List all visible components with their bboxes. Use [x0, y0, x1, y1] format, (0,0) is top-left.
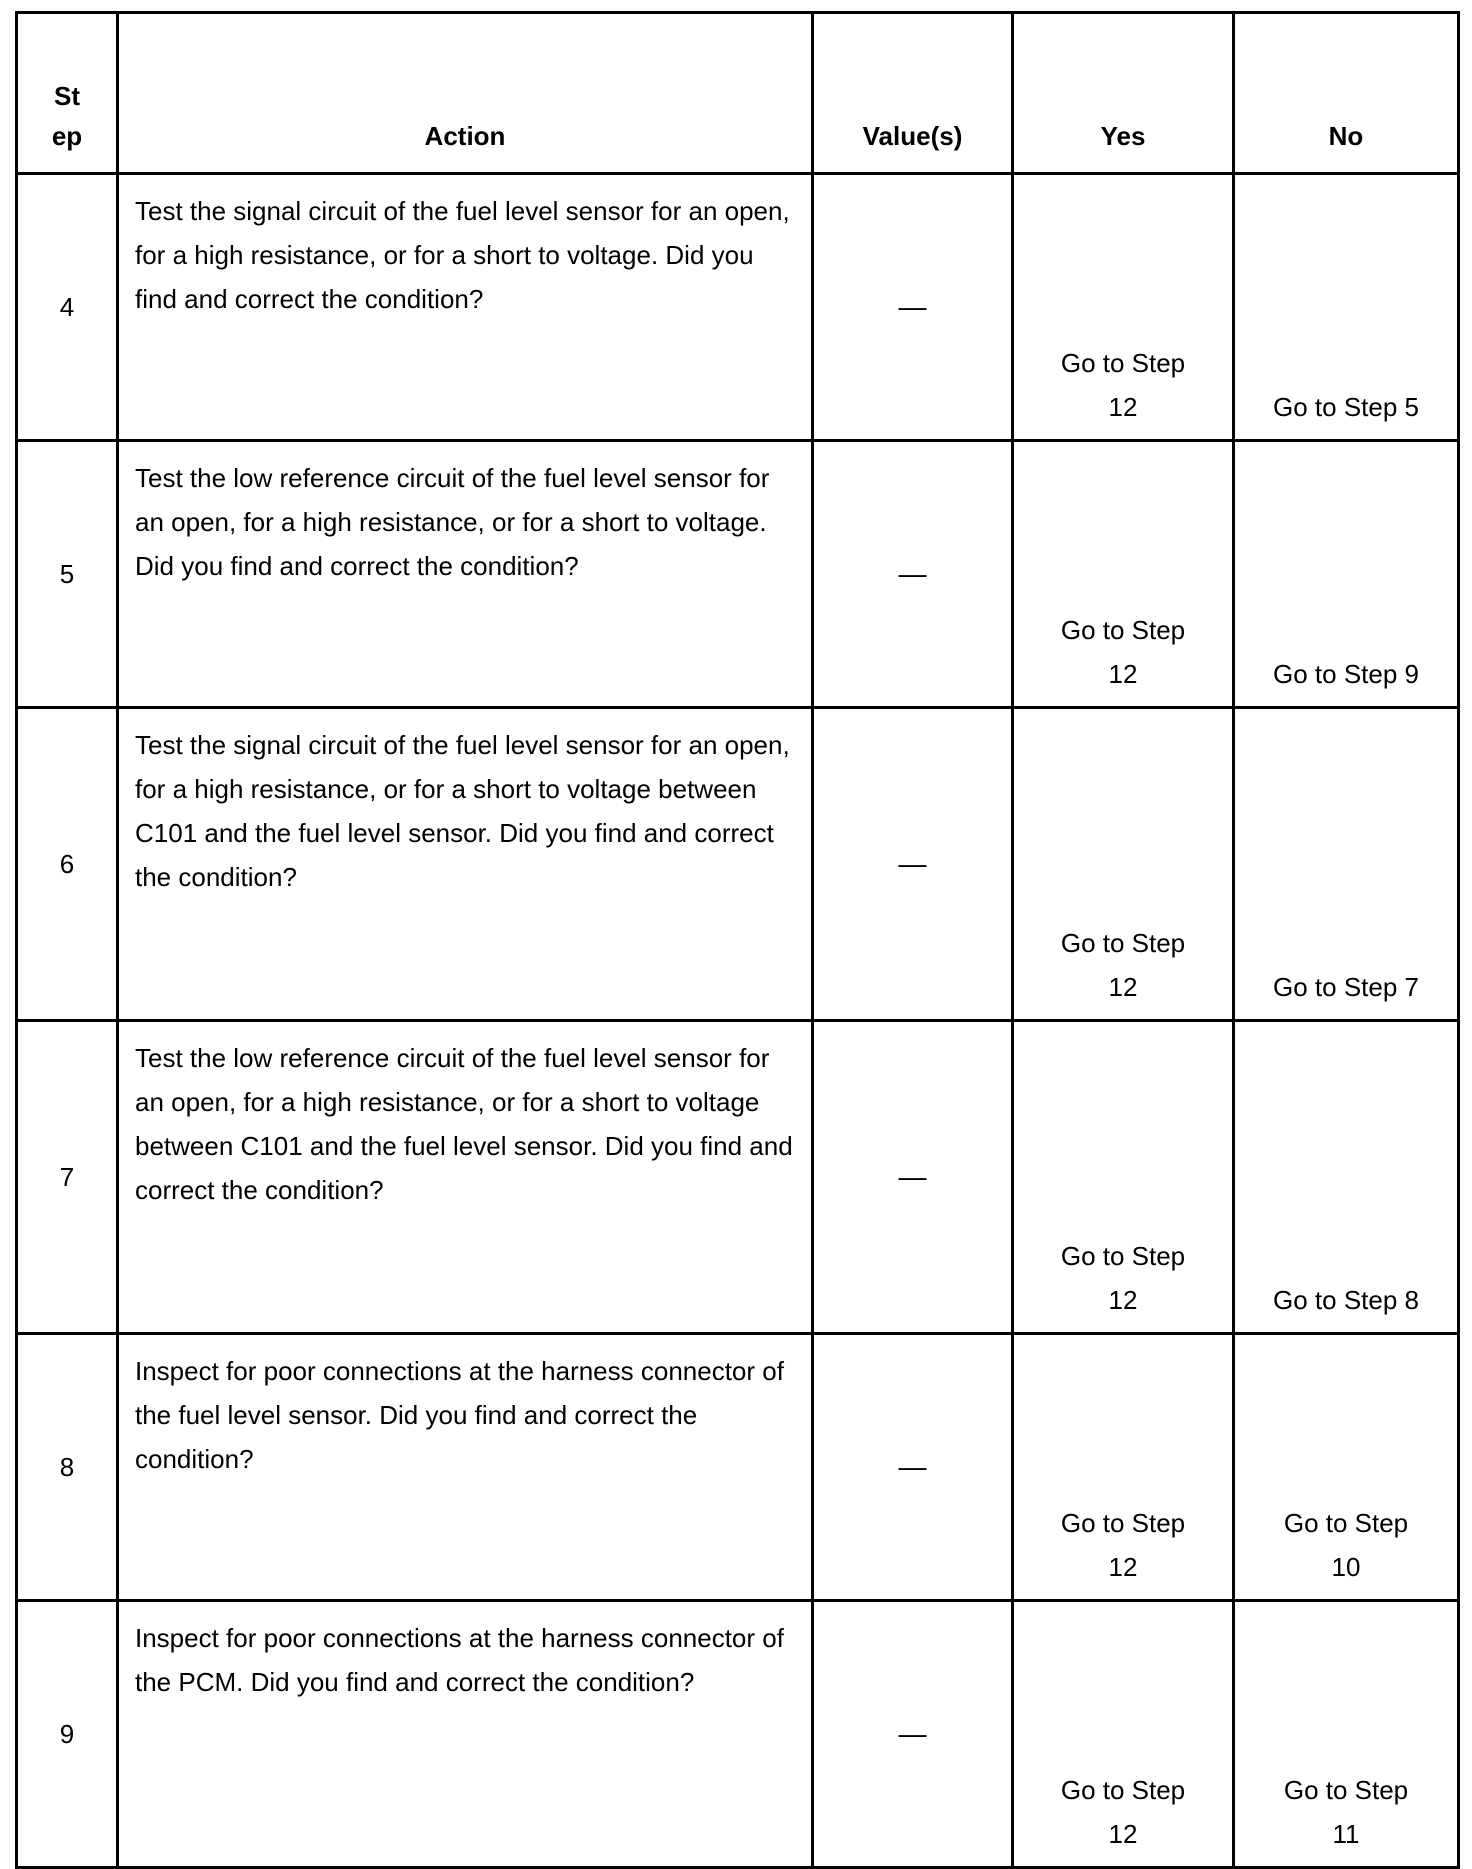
no-cell: Go to Step 5	[1234, 174, 1459, 441]
yes-cell: Go to Step 12	[1013, 1601, 1234, 1868]
table-row	[17, 1334, 1459, 1601]
action-text: Test the low reference circuit of the fuel level sensor for an open, for a high resistance, or for a short to voltage between C101 and the fuel level sensor. Did you find and correct the condition?	[118, 1021, 813, 1334]
yes-cell: Go to Step 12	[1013, 708, 1234, 1021]
no-cell: Go to Step 8	[1234, 1021, 1459, 1334]
step-number: 5	[17, 441, 118, 708]
header-yes: Yes	[1013, 13, 1234, 174]
action-text: Test the signal circuit of the fuel level sensor for an open, for a high resistance, or for a short to voltage between C101 and the fuel level sensor. Did you find and correct the condition?	[118, 708, 813, 1021]
header-no: No	[1234, 13, 1459, 174]
step-number: 7	[17, 1021, 118, 1334]
table-row	[17, 1021, 1459, 1334]
action-text: Test the signal circuit of the fuel level sensor for an open, for a high resistance, or for a short to voltage. Did you find and correct the condition?	[118, 174, 813, 441]
step-number: 9	[17, 1601, 118, 1868]
table-row	[17, 708, 1459, 1021]
value-cell: —	[813, 1334, 1013, 1601]
yes-cell: Go to Step 12	[1013, 1334, 1234, 1601]
table-row	[17, 441, 1459, 708]
step-number: 4	[17, 174, 118, 441]
no-cell: Go to Step 11	[1234, 1601, 1459, 1868]
value-cell: —	[813, 441, 1013, 708]
table-row	[17, 1601, 1459, 1868]
action-text: Test the low reference circuit of the fuel level sensor for an open, for a high resistance, or for a short to voltage. Did you find and correct the condition?	[118, 441, 813, 708]
header-step: St ep	[17, 13, 118, 174]
value-cell: —	[813, 1021, 1013, 1334]
no-cell: Go to Step 9	[1234, 441, 1459, 708]
action-text: Inspect for poor connections at the harness connector of the PCM. Did you find and correct the condition?	[118, 1601, 813, 1868]
yes-cell: Go to Step 12	[1013, 174, 1234, 441]
value-cell: —	[813, 708, 1013, 1021]
header-row	[17, 13, 1459, 174]
header-action: Action	[118, 13, 813, 174]
value-cell: —	[813, 174, 1013, 441]
step-number: 6	[17, 708, 118, 1021]
yes-cell: Go to Step 12	[1013, 441, 1234, 708]
table-row	[17, 174, 1459, 441]
yes-cell: Go to Step 12	[1013, 1021, 1234, 1334]
no-cell: Go to Step 10	[1234, 1334, 1459, 1601]
no-cell: Go to Step 7	[1234, 708, 1459, 1021]
step-number: 8	[17, 1334, 118, 1601]
value-cell: —	[813, 1601, 1013, 1868]
action-text: Inspect for poor connections at the harness connector of the fuel level sensor. Did you find and correct the condition?	[118, 1334, 813, 1601]
header-values: Value(s)	[813, 13, 1013, 174]
diagnostic-table	[15, 11, 1460, 1869]
